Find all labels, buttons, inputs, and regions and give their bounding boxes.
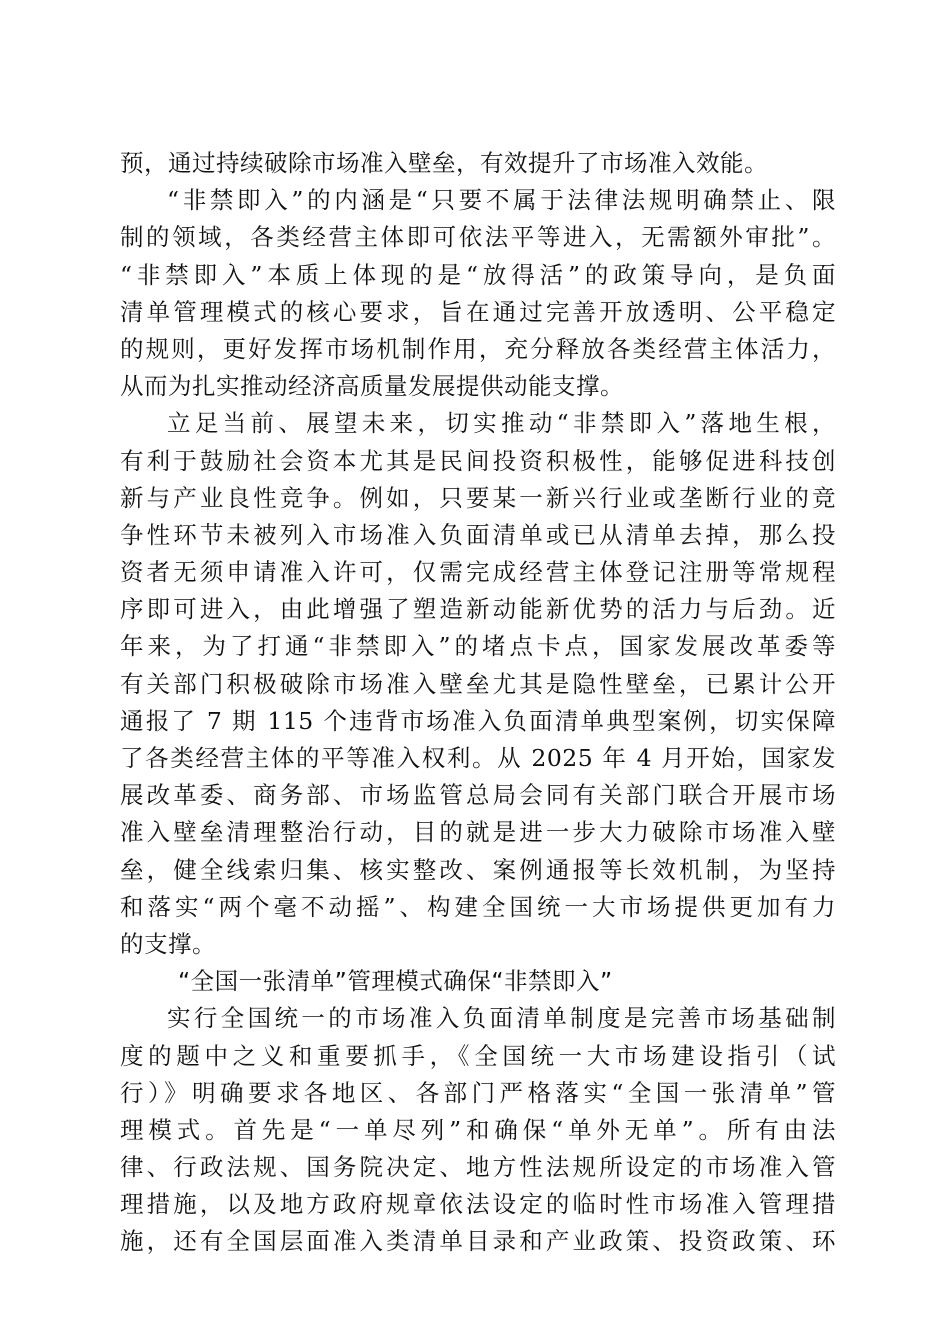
text-line: 理模式。首先是“一单尽列”和确保“单外无单”。所有由法 — [120, 1115, 836, 1144]
text-line: 律、行政法规、国务院决定、地方性法规所设定的市场准入管 — [120, 1153, 836, 1182]
text-line: 序即可进入，由此增强了塑造新动能新优势的活力与后劲。近 — [120, 595, 836, 624]
document-page — [120, 145, 836, 1261]
text-line: 新与产业良性竞争。例如，只要某一新兴行业或垄断行业的竞 — [120, 483, 836, 512]
text-line: 资者无须申请准入许可，仅需完成经营主体登记注册等常规程 — [120, 558, 836, 587]
text-line: 立足当前、展望未来，切实推动“非禁即入”落地生根， — [167, 409, 836, 438]
text-line: 实行全国统一的市场准入负面清单制度是完善市场基础制 — [167, 1004, 836, 1033]
text-line: 有关部门积极破除市场准入壁垒尤其是隐性壁垒，已累计公开 — [120, 669, 836, 698]
text-line: 展改革委、商务部、市场监管总局会同有关部门联合开展市场 — [120, 781, 836, 810]
text-line: 争性环节未被列入市场准入负面清单或已从清单去掉，那么投 — [120, 520, 836, 549]
paragraph-1 — [120, 145, 836, 182]
section-heading: “全国一张清单”管理模式确保“非禁即入” — [178, 967, 613, 996]
text-line: “非禁即入”的内涵是“只要不属于法律法规明确禁止、限 — [167, 186, 836, 215]
paragraph-3 — [120, 405, 836, 963]
text-line: 的规则，更好发挥市场机制作用，充分释放各类经营主体活力， — [120, 334, 836, 363]
text-line: 理措施，以及地方政府规章依法设定的临时性市场准入管理措 — [120, 1190, 836, 1219]
text-line: 和落实“两个毫不动摇”、构建全国统一大市场提供更加有力 — [120, 892, 836, 921]
text-line: 施，还有全国层面准入类清单目录和产业政策、投资政策、环 — [120, 1227, 836, 1256]
text-line: 行）》明确要求各地区、各部门严格落实“全国一张清单”管 — [120, 1078, 836, 1107]
text-line: 垒，健全线索归集、核实整改、案例通报等长效机制，为坚持 — [120, 855, 836, 884]
text-line: 从而为扎实推动经济高质量发展提供动能支撑。 — [120, 372, 624, 401]
text-line: 清单管理模式的核心要求，旨在通过完善开放透明、公平稳定 — [120, 297, 836, 326]
text-line: 了各类经营主体的平等准入权利。从 2025 年 4 月开始，国家发 — [120, 744, 836, 772]
text-line: 年来，为了打通“非禁即入”的堵点卡点，国家发展改革委等 — [120, 632, 836, 661]
text-line: 度的题中之义和重要抓手，《全国统一大市场建设指引（试 — [120, 1041, 836, 1070]
text-line: 预，通过持续破除市场准入壁垒，有效提升了市场准入效能。 — [120, 149, 768, 177]
text-line: 有利于鼓励社会资本尤其是民间投资积极性，能够促进科技创 — [120, 446, 836, 475]
paragraph-4 — [120, 1000, 836, 1260]
text-line: 的支撑。 — [120, 929, 216, 958]
text-line: “非禁即入”本质上体现的是“放得活”的政策导向，是负面 — [120, 260, 836, 289]
text-line: 制的领域，各类经营主体即可依法平等进入，无需额外审批”。 — [120, 223, 836, 252]
text-line: 通报了 7 期 115 个违背市场准入负面清单典型案例，切实保障 — [120, 706, 836, 735]
paragraph-2 — [120, 182, 836, 405]
text-line: 准入壁垒清理整治行动，目的就是进一步大力破除市场准入壁 — [120, 818, 836, 847]
